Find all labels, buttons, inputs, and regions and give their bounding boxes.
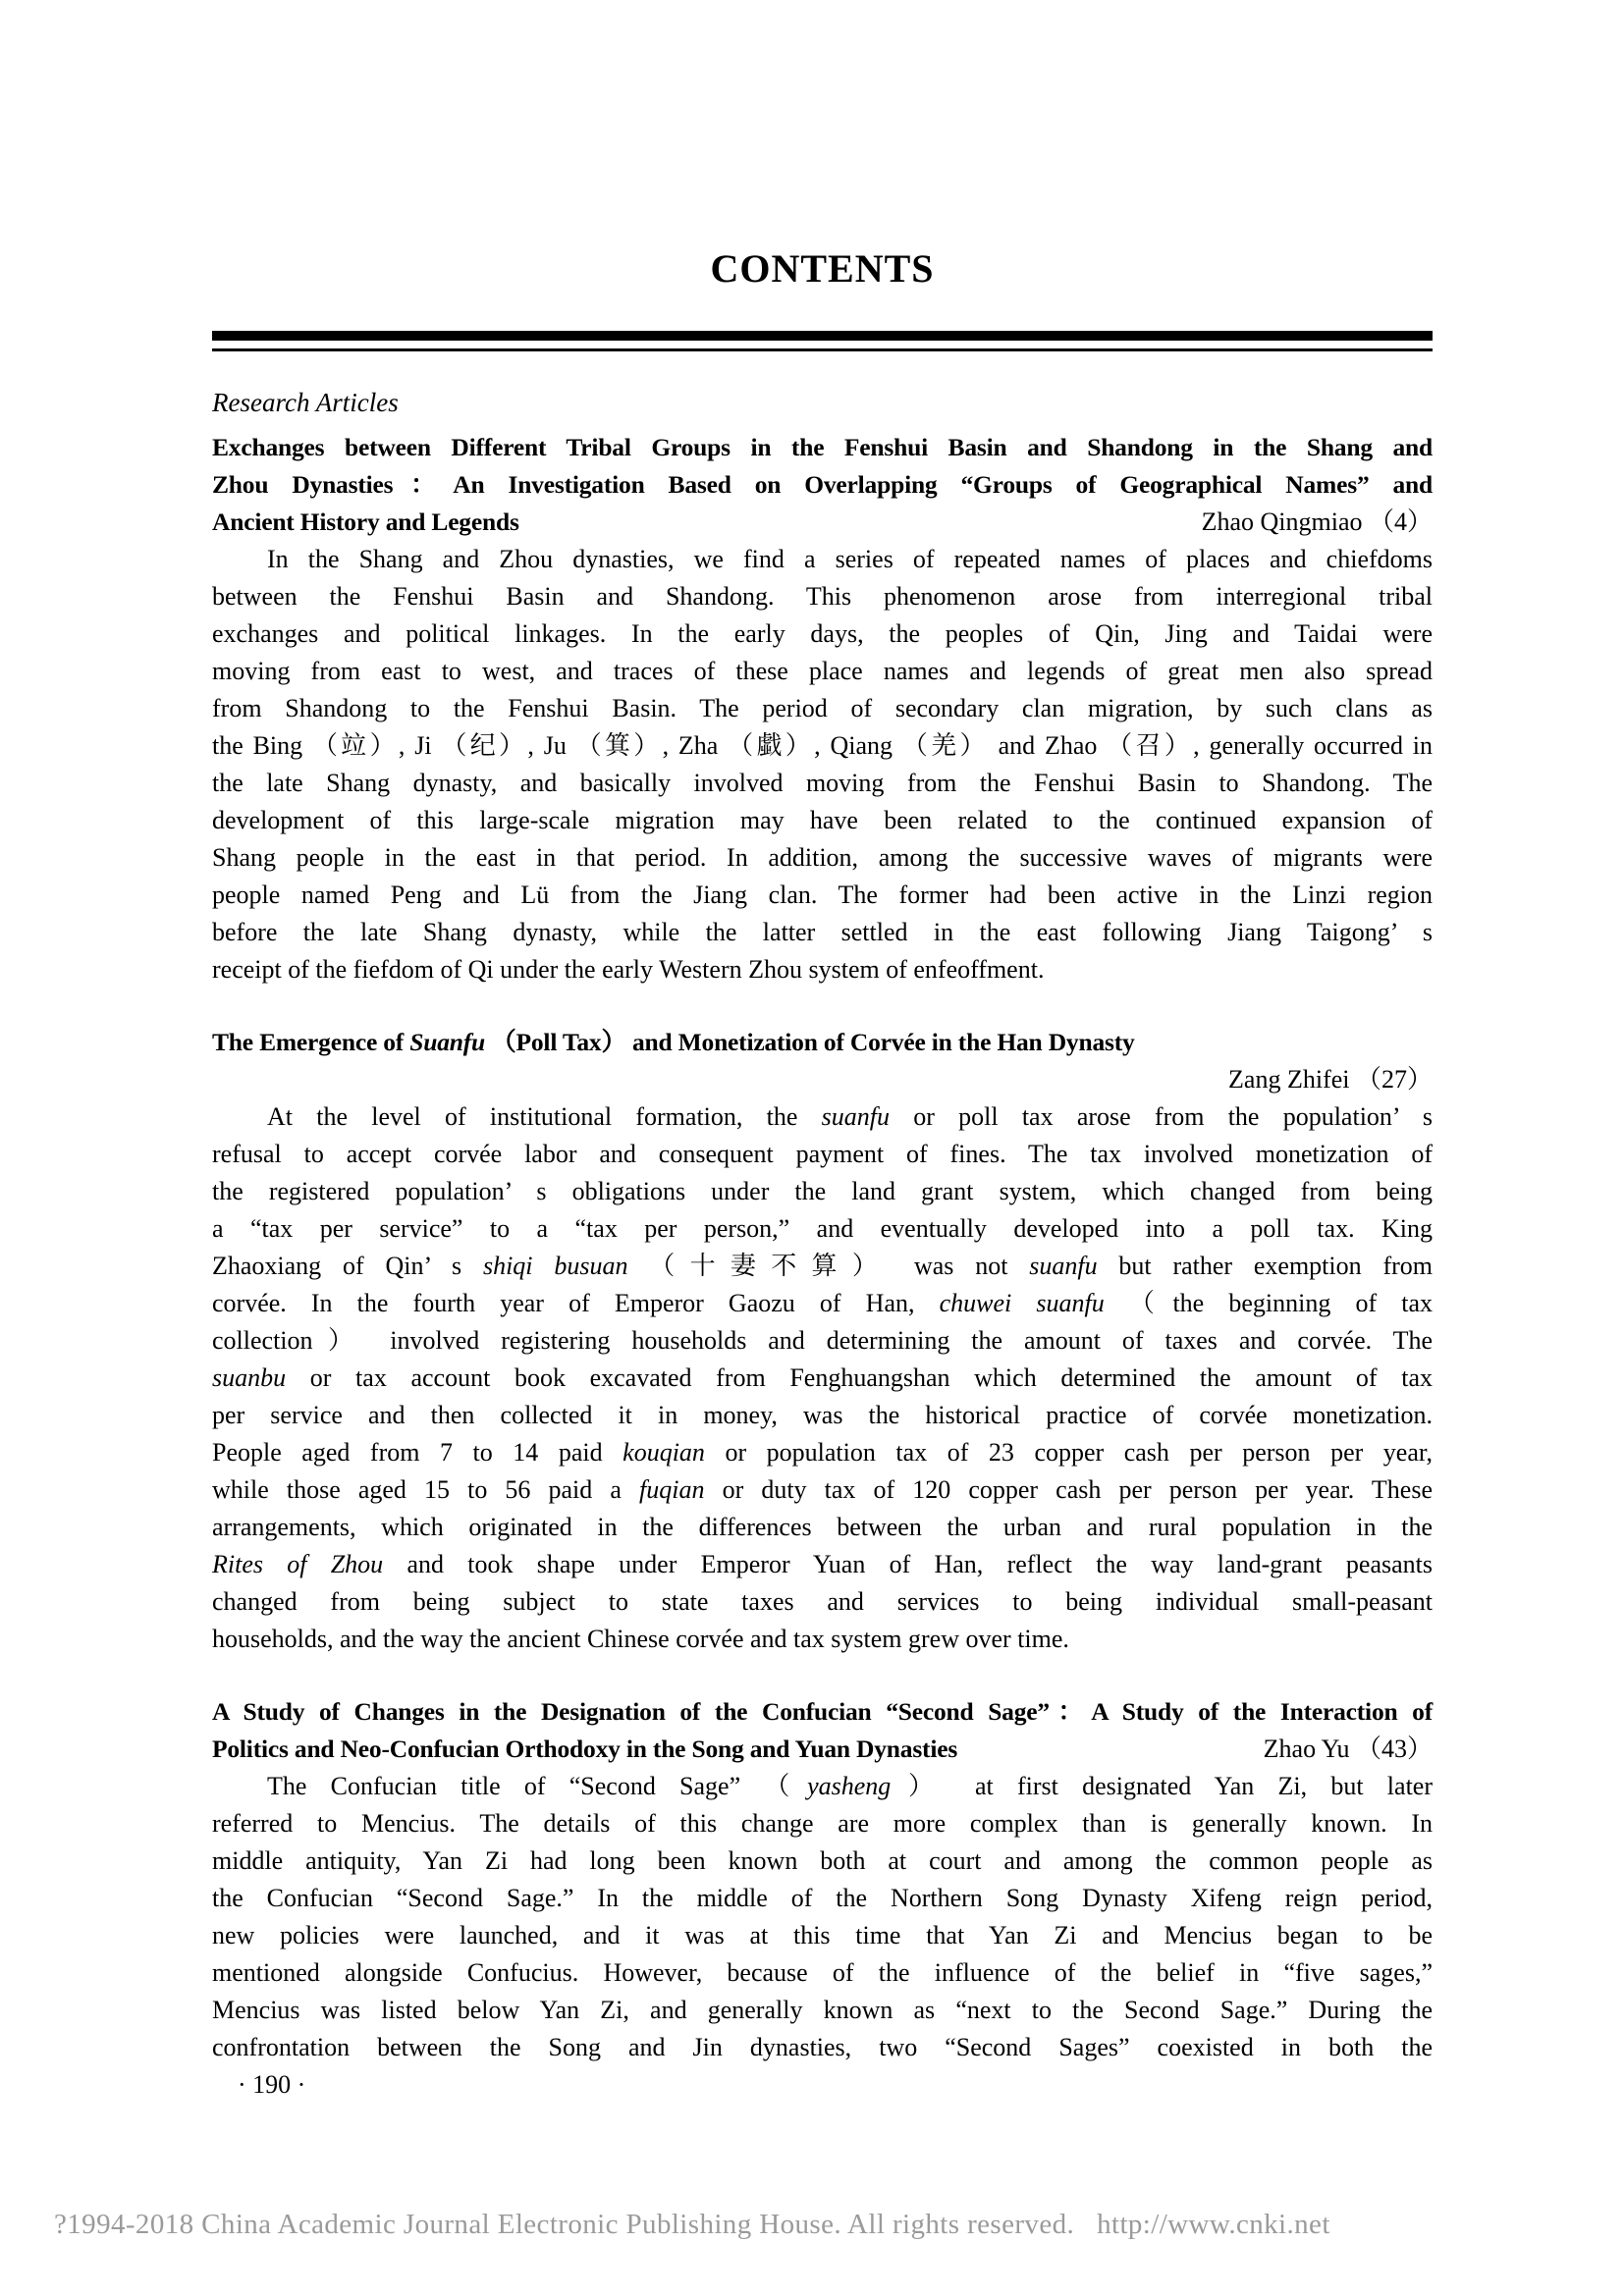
- article-title-line: The Emergence of Suanfu （Poll Tax） and Monetization of Corvée in the Han Dynasty: [212, 1028, 1135, 1056]
- abstract-line: suanbu or tax account book excavated from Fenghuangshan which determined the amount of tax: [212, 1363, 1433, 1392]
- article-author: Zhao Qingmiao （4）: [1201, 507, 1433, 536]
- abstract-line: refusal to accept corvée labor and consequent payment of fines. The tax involved monetization of: [212, 1140, 1433, 1168]
- page-title: CONTENTS: [710, 246, 935, 291]
- abstract-line: the registered population’ s obligations under the land grant system, which changed from being: [212, 1177, 1433, 1205]
- abstract-line: Mencius was listed below Yan Zi, and generally known as “next to the Second Sage.” During the: [212, 1996, 1433, 2024]
- abstract-line: Zhaoxiang of Qin’ s shiqi busuan （十妻不算） was not suanfu but rather exemption from: [212, 1252, 1433, 1280]
- abstract-line: collection） involved registering households and determining the amount of taxes and corvée. The: [212, 1326, 1433, 1355]
- divider-thin-rule: [212, 348, 1433, 351]
- abstract-line: People aged from 7 to 14 paid kouqian or population tax of 23 copper cash per person per year,: [212, 1438, 1433, 1467]
- abstract-line: per service and then collected it in money, was the historical practice of corvée monetization.: [212, 1401, 1433, 1429]
- abstract-line: exchanges and political linkages. In the early days, the peoples of Qin, Jing and Taidai were: [212, 619, 1433, 648]
- abstract-line: from Shandong to the Fenshui Basin. The period of secondary clan migration, by such clans as: [212, 694, 1433, 722]
- abstract-line: Shang people in the east in that period. In addition, among the successive waves of migrants were: [212, 843, 1433, 872]
- abstract-line: receipt of the fiefdom of Qi under the early Western Zhou system of enfeoffment.: [212, 955, 1045, 984]
- article-title-line: Exchanges between Different Tribal Groups in the Fenshui Basin and Shandong in the Shang and: [212, 433, 1433, 461]
- abstract-line: people named Peng and Lü from the Jiang clan. The former had been active in the Linzi region: [212, 881, 1433, 909]
- abstract-line: new policies were launched, and it was at this time that Yan Zi and Mencius began to be: [212, 1921, 1433, 1949]
- article: [212, 1693, 1433, 2066]
- abstract-line: moving from east to west, and traces of these place names and legends of great men also spread: [212, 657, 1433, 685]
- abstract-line: the Confucian “Second Sage.” In the middle of the Northern Song Dynasty Xifeng reign period,: [212, 1884, 1433, 1912]
- cnki-copyright-footer: ?1994-2018 China Academic Journal Electronic Publishing House. All rights reserved. http://www.cnki.net: [54, 2209, 1330, 2240]
- abstract-line: corvée. In the fourth year of Emperor Gaozu of Han, chuwei suanfu （the beginning of tax: [212, 1289, 1433, 1317]
- abstract-line: households, and the way the ancient Chinese corvée and tax system grew over time.: [212, 1625, 1069, 1653]
- article: [212, 1024, 1433, 1658]
- abstract-line: between the Fenshui Basin and Shandong. This phenomenon arose from interregional tribal: [212, 582, 1433, 611]
- articles: [212, 429, 1433, 2066]
- abstract-line: while those aged 15 to 56 paid a fuqian or duty tax of 120 copper cash per person per year. These: [212, 1475, 1433, 1504]
- article-author-line: [212, 1061, 1433, 1098]
- abstract-line: arrangements, which originated in the differences between the urban and rural population in the: [212, 1513, 1433, 1541]
- abstract-line: At the level of institutional formation, the suanfu or poll tax arose from the population’ s: [267, 1102, 1434, 1131]
- abstract-line: changed from being subject to state taxes and services to being individual small-peasant: [212, 1587, 1433, 1616]
- abstract-line: mentioned alongside Confucius. However, because of the influence of the belief in “five sages,”: [212, 1958, 1433, 1987]
- abstract-line: confrontation between the Song and Jin dynasties, two “Second Sages” coexisted in both the: [212, 2033, 1433, 2061]
- abstract-line: In the Shang and Zhou dynasties, we find a series of repeated names of places and chiefdoms: [267, 545, 1433, 573]
- article: [212, 429, 1433, 988]
- abstract-line: the late Shang dynasty, and basically involved moving from the Fenshui Basin to Shandong. The: [212, 769, 1433, 797]
- article-title-author-row: [212, 504, 1433, 541]
- abstract-line: before the late Shang dynasty, while the latter settled in the east following Jiang Taigong’ s: [212, 918, 1433, 946]
- article-title-line: Politics and Neo-Confucian Orthodoxy in the Song and Yuan Dynasties: [212, 1735, 958, 1763]
- abstract-line: a “tax per service” to a “tax per person,” and eventually developed into a poll tax. King: [212, 1214, 1433, 1243]
- page-number: · 190 ·: [238, 2070, 306, 2099]
- abstract-line: the Bing （竝）, Ji （纪）, Ju （箕）, Zha （戱）, Qiang （羌） and Zhao （召）, generally occurred in: [212, 731, 1433, 760]
- article-title-author-row: [212, 1731, 1433, 1768]
- article-author: Zang Zhifei （27）: [1228, 1065, 1433, 1094]
- section-heading-research-articles: Research Articles: [212, 388, 399, 417]
- article-title-line: Ancient History and Legends: [212, 507, 519, 536]
- article-title-line: A Study of Changes in the Designation of the Confucian “Second Sage”：A Study of the Interaction of: [212, 1697, 1433, 1726]
- article-author: Zhao Yu （43）: [1263, 1735, 1433, 1763]
- abstract-line: development of this large-scale migration may have been related to the continued expansion of: [212, 806, 1433, 834]
- abstract-line: middle antiquity, Yan Zi had long been known both at court and among the common people as: [212, 1846, 1433, 1875]
- contents-column: [212, 0, 1433, 2104]
- divider-thick-rule: [212, 331, 1433, 341]
- abstract-line: referred to Mencius. The details of this change are more complex than is generally known. In: [212, 1809, 1433, 1838]
- article-title-line: Zhou Dynasties：An Investigation Based on Overlapping “Groups of Geographical Names” and: [212, 470, 1433, 499]
- abstract-line: Rites of Zhou and took shape under Emperor Yuan of Han, reflect the way land-grant peasants: [212, 1550, 1433, 1578]
- abstract-line: The Confucian title of “Second Sage” （yasheng） at first designated Yan Zi, but later: [267, 1772, 1433, 1800]
